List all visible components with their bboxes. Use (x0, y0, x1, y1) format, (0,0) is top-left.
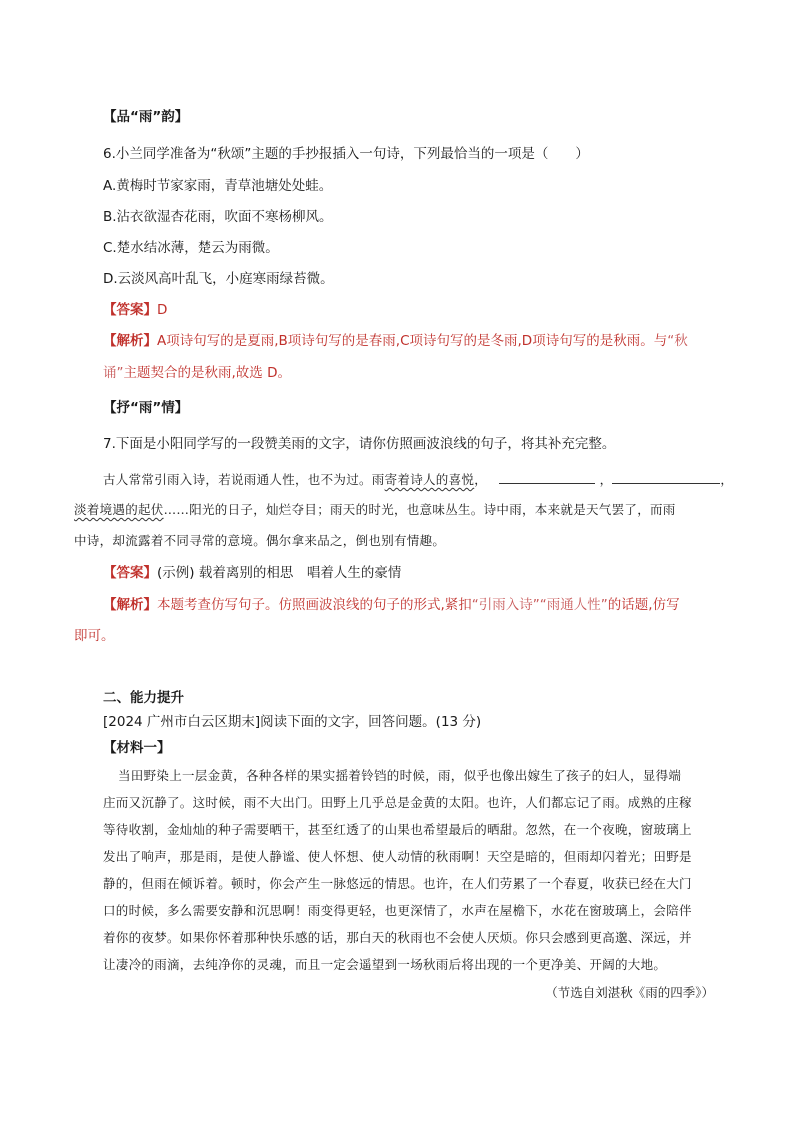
option-c: C.楚水结冰薄，楚云为雨微。 (103, 240, 279, 256)
analysis-text: 的话题,仿写 (607, 597, 680, 613)
option-a: A.黄梅时节家家雨，青草池塘处处蛙。 (103, 178, 333, 194)
part2-source: [2024 广州市白云区期末]阅读下面的文字，回答问题。(13 分) (103, 714, 482, 730)
option-d: D.云淡风高叶乱飞，小庭寒雨绿苔微。 (103, 271, 334, 287)
answer-tag: 【答案】 (103, 565, 157, 581)
passage-text: ， (474, 472, 488, 487)
source-caption: （节选自刘湛秋《雨的四季》） (545, 985, 714, 1000)
material-tag: 【材料一】 (103, 740, 171, 756)
material-line: 当田野染上一层金黄，各种各样的果实摇着铃铛的时候，雨，似乎也像出嫁生了孩子的妇人，显得端 (118, 768, 682, 783)
analysis-text: A项诗句写的是夏雨,B项诗句写的是春雨,C项诗句写的是冬雨,D项诗句写的是秋雨。与 (157, 333, 668, 349)
question-6-stem: 6.小兰同学准备为“秋颂”主题的手抄报插入一句诗，下列最恰当的一项是（ ） (103, 146, 589, 162)
question-7-stem: 7.下面是小阳同学写的一段赞美雨的文字，请你仿照画波浪线的句子，将其补充完整。 (103, 436, 616, 452)
answer-value: D (157, 302, 168, 318)
answer-tag: 【答案】 (103, 302, 157, 318)
material-line: 庄而又沉静了。这时候，雨不大出门。田野上几乎总是金黄的太阳。也许，人们都忘记了雨。成熟的庄稼 (103, 795, 692, 810)
material-line: 口的时候，多么需要安静和沉思啊！雨变得更轻，也更深情了，水声在屋檐下，水花在窗玻璃上，会陪伴 (103, 903, 692, 918)
q7-answer (103, 563, 714, 583)
passage-text: ， (720, 472, 734, 487)
analysis-quote: “引雨入诗”“雨通人性” (471, 597, 608, 613)
q6-answer (103, 300, 714, 320)
material-line: 发出了响声，那是雨，是使人静谧、使人怀想、使人动情的秋雨啊！天空是暗的，但雨却闪着光；田野是 (103, 849, 692, 864)
material-line: 着你的夜梦。如果你怀着那种快乐感的话，那白天的秋雨也不会使人厌烦。你只会感到更高邈、深远，并 (103, 930, 692, 945)
material-line: 静的，但雨在倾诉着。顿时，你会产生一脉悠远的情思。也许，在人们劳累了一个春夏，收获已经在大门 (103, 876, 692, 891)
answer-blank[interactable] (612, 469, 720, 484)
q7-passage-line-3: 中诗，却流露着不同寻常的意境。偶尔拿来品之，倒也别有情趣。 (74, 533, 446, 548)
passage-text: ……阳光的日子，灿烂夺目；雨天的时光，也意味丛生。诗中雨，本来就是天气罢了，而雨 (163, 502, 676, 517)
material-line: 让凄冷的雨滴，去纯净你的灵魂，而且一定会遥望到一场秋雨后将出现的一个更净美、开阔的大地。 (103, 957, 667, 972)
passage-text: 古人常常引雨入诗，若说雨通人性，也不为过。雨 (103, 472, 385, 487)
analysis-tag: 【解析】 (103, 597, 157, 613)
q7-passage-line-1 (103, 469, 734, 490)
q7-analysis-line-2: 即可。 (74, 628, 115, 644)
q7-analysis-line-1 (103, 595, 714, 615)
analysis-text: 本题考查仿写句子。仿照画波浪线的句子的形式,紧扣 (157, 597, 472, 613)
wavy-underlined-sentence: 淡着境遇的起伏 (74, 502, 164, 517)
q7-passage-line-2 (74, 500, 719, 520)
analysis-tag: 【解析】 (103, 333, 157, 349)
analysis-quote: “秋 (667, 333, 688, 349)
q6-analysis-line-1 (103, 331, 714, 351)
answer-value: (示例) 载着离别的相思 唱着人生的豪情 (157, 565, 402, 581)
section-heading-pin: 【品“雨”韵】 (103, 109, 189, 125)
option-b: B.沾衣欲湿杏花雨，吹面不寒杨柳风。 (103, 209, 333, 225)
material-line: 等待收割，金灿灿的种子需要晒干，甚至红透了的山果也希望最后的晒甜。忽然，在一个夜晚，窗玻璃上 (103, 822, 692, 837)
passage-text: ， (599, 472, 613, 487)
wavy-underlined-sentence: 寄着诗人的喜悦 (384, 472, 475, 487)
section-heading-shu: 【抒“雨”情】 (103, 400, 189, 416)
q6-analysis-line-2 (103, 363, 714, 383)
answer-blank[interactable] (499, 469, 595, 484)
analysis-text: 主题契合的是秋雨,故选 D。 (123, 365, 291, 381)
part2-heading: 二、能力提升 (103, 690, 184, 706)
analysis-quote: 诵” (103, 365, 124, 381)
